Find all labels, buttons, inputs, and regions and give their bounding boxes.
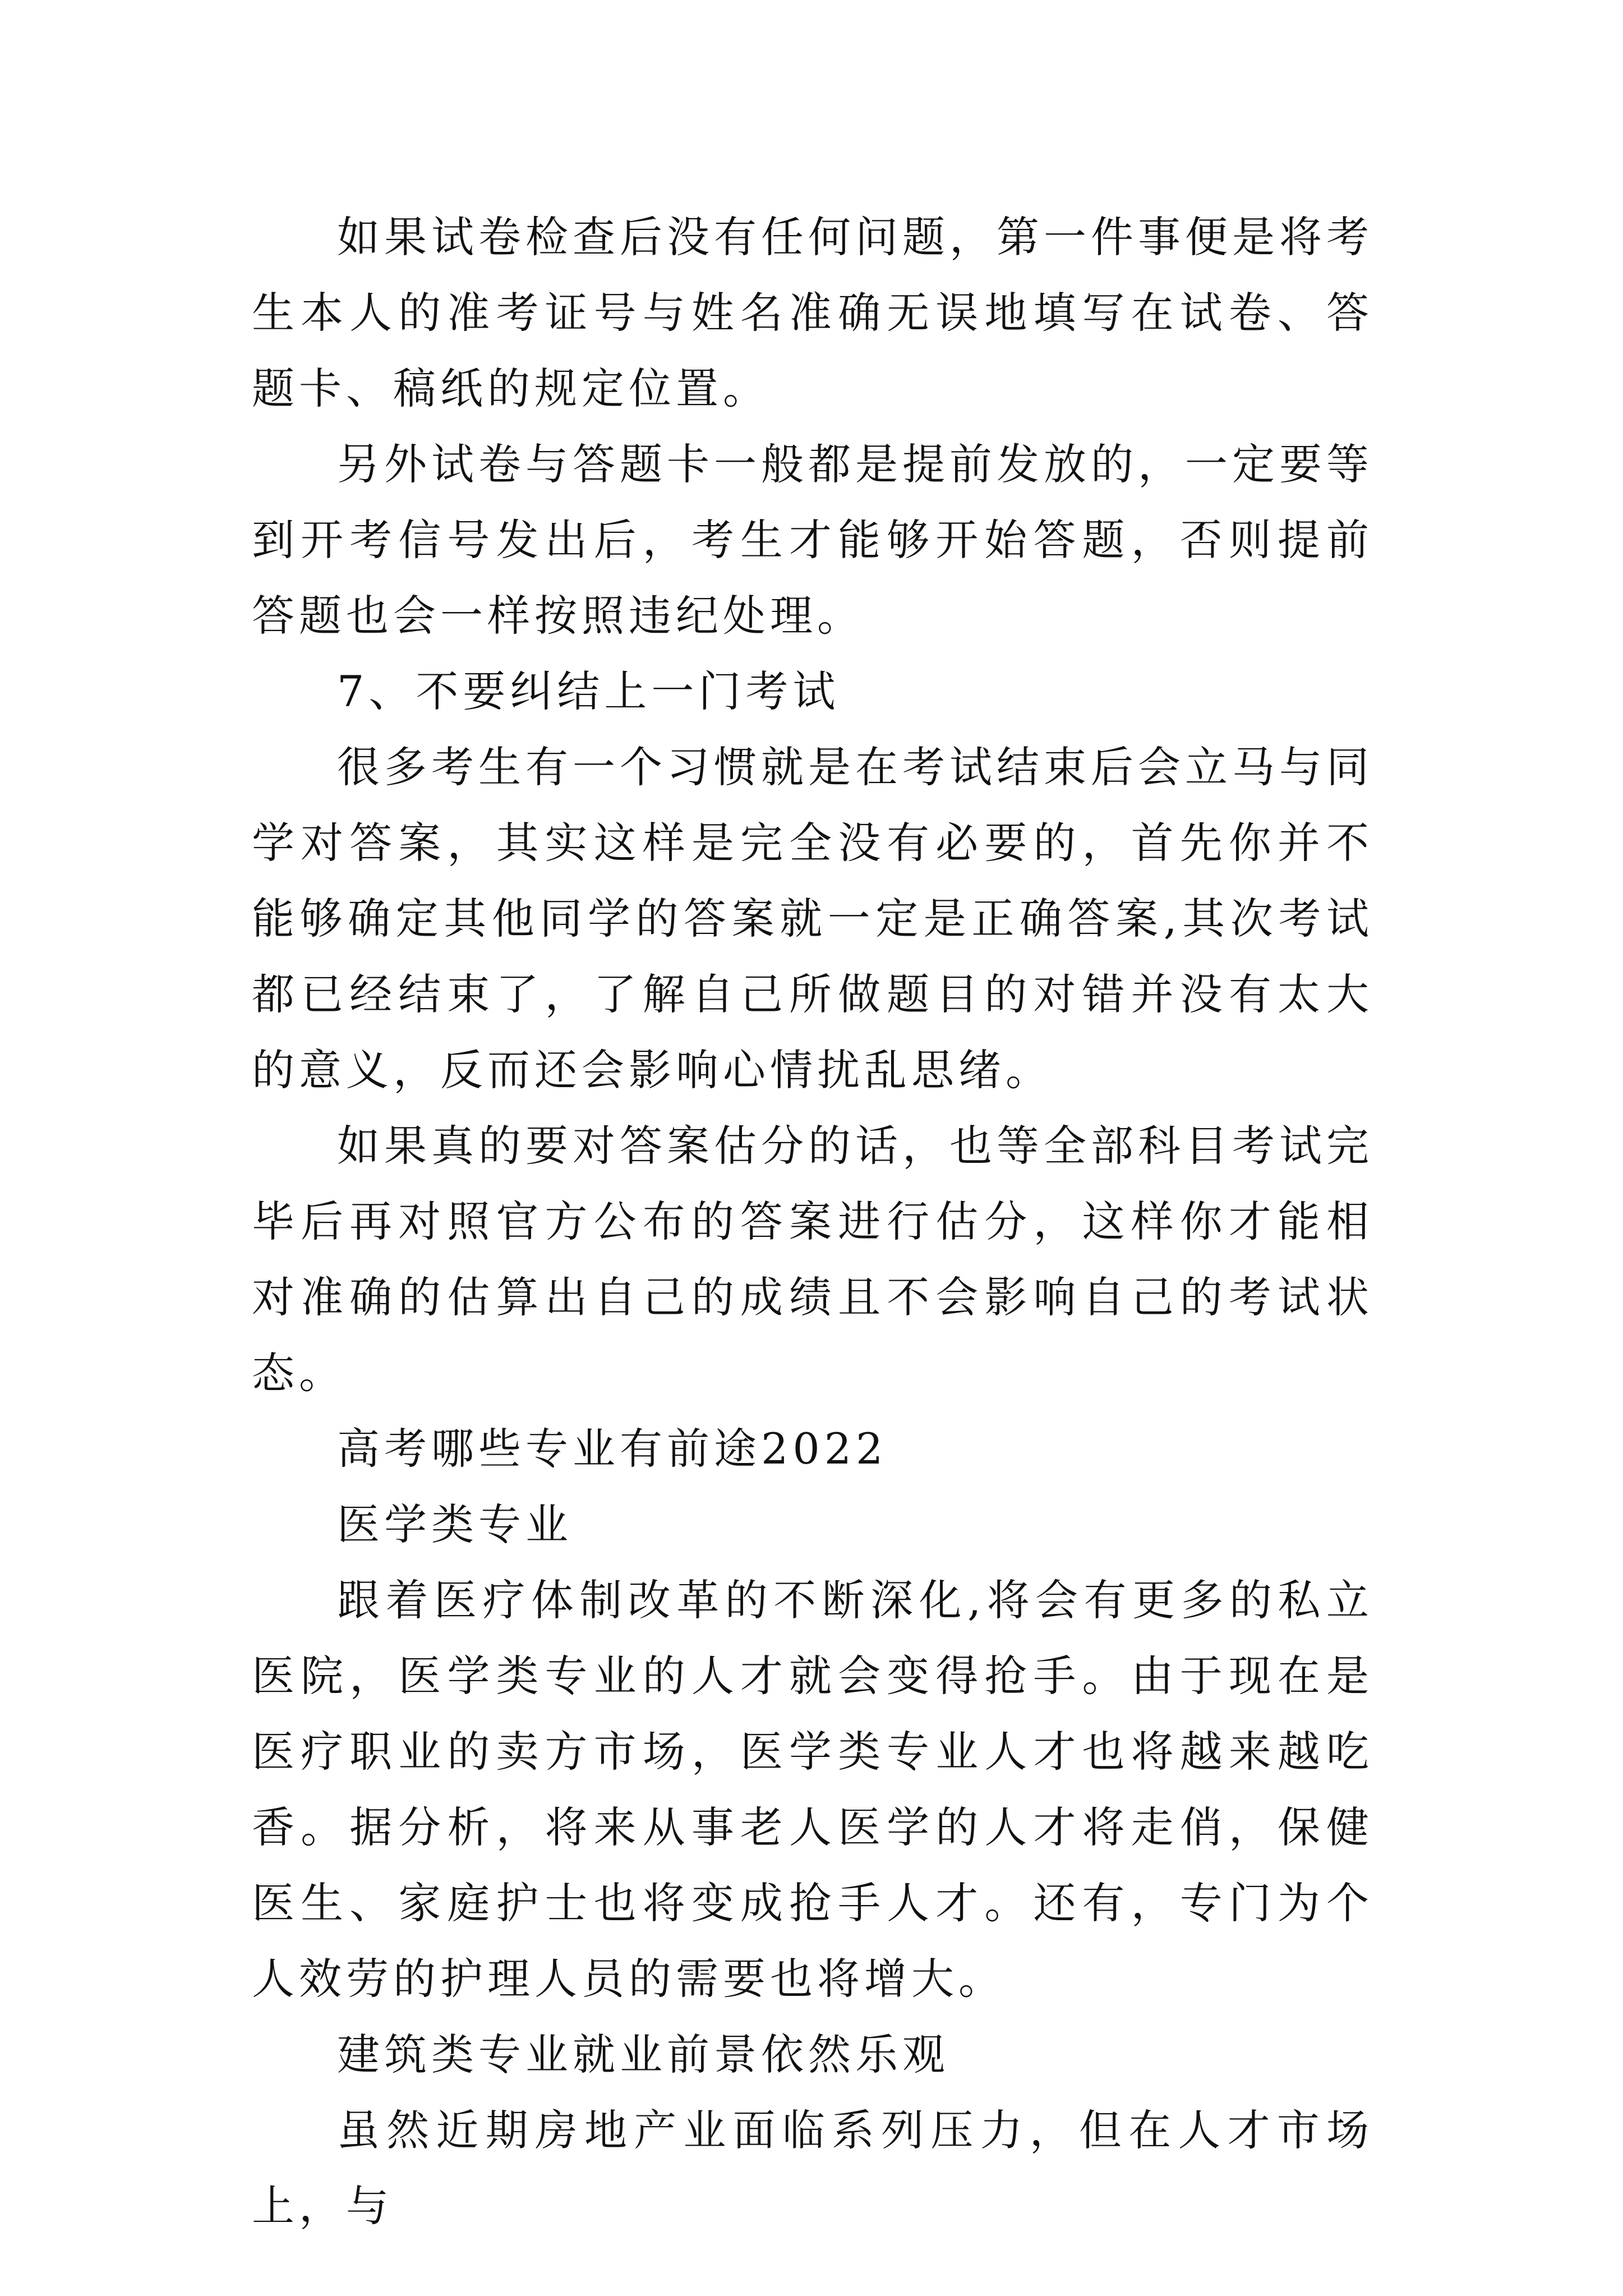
section-heading-7: 7、不要纠结上一门考试 bbox=[337, 666, 840, 716]
paragraph-dont-check-answers: 很多考生有一个习惯就是在考试结束后会立马与同学对答案，其实这样是完全没有必要的，首先你并不能够确定其他同学的答案就一定是正确答案,其次考试都已经结束了，了解自己所做题目的对错并没有太大的意义，反而还会影响心情扰乱思绪。 bbox=[252, 742, 1373, 1095]
paragraph-medical: 跟着医疗体制改革的不断深化,将会有更多的私立医院，医学类专业的人才就会变得抢手。由于现在是医疗职业的卖方市场，医学类专业人才也将越来越吃香。据分析，将来从事老人医学的人才将走俏，保健医生、家庭护士也将变成抢手人才。还有，专门为个人效劳的护理人员的需要也将增大。 bbox=[252, 1575, 1373, 2004]
section-heading-majors: 高考哪些专业有前途2022 bbox=[337, 1424, 888, 1474]
paragraph-architecture: 虽然近期房地产业面临系列压力，但在人才市场上，与 bbox=[252, 2105, 1373, 2231]
document-body bbox=[252, 199, 1373, 2244]
subheading-architecture: 建筑类专业就业前景依然乐观 bbox=[337, 2030, 949, 2079]
paragraph-start-signal: 另外试卷与答题卡一般都是提前发放的，一定要等到开考信号发出后，考生才能够开始答题，否则提前答题也会一样按照违纪处理。 bbox=[252, 439, 1373, 641]
subheading-medical: 医学类专业 bbox=[337, 1499, 573, 1549]
paragraph-estimate-score: 如果真的要对答案估分的话，也等全部科目考试完毕后再对照官方公布的答案进行估分，这样你才能相对准确的估算出自己的成绩且不会影响自己的考试状态。 bbox=[252, 1121, 1373, 1398]
paragraph-fill-in-info: 如果试卷检查后没有任何问题，第一件事便是将考生本人的准考证号与姓名准确无误地填写在试卷、答题卡、稿纸的规定位置。 bbox=[252, 212, 1373, 413]
